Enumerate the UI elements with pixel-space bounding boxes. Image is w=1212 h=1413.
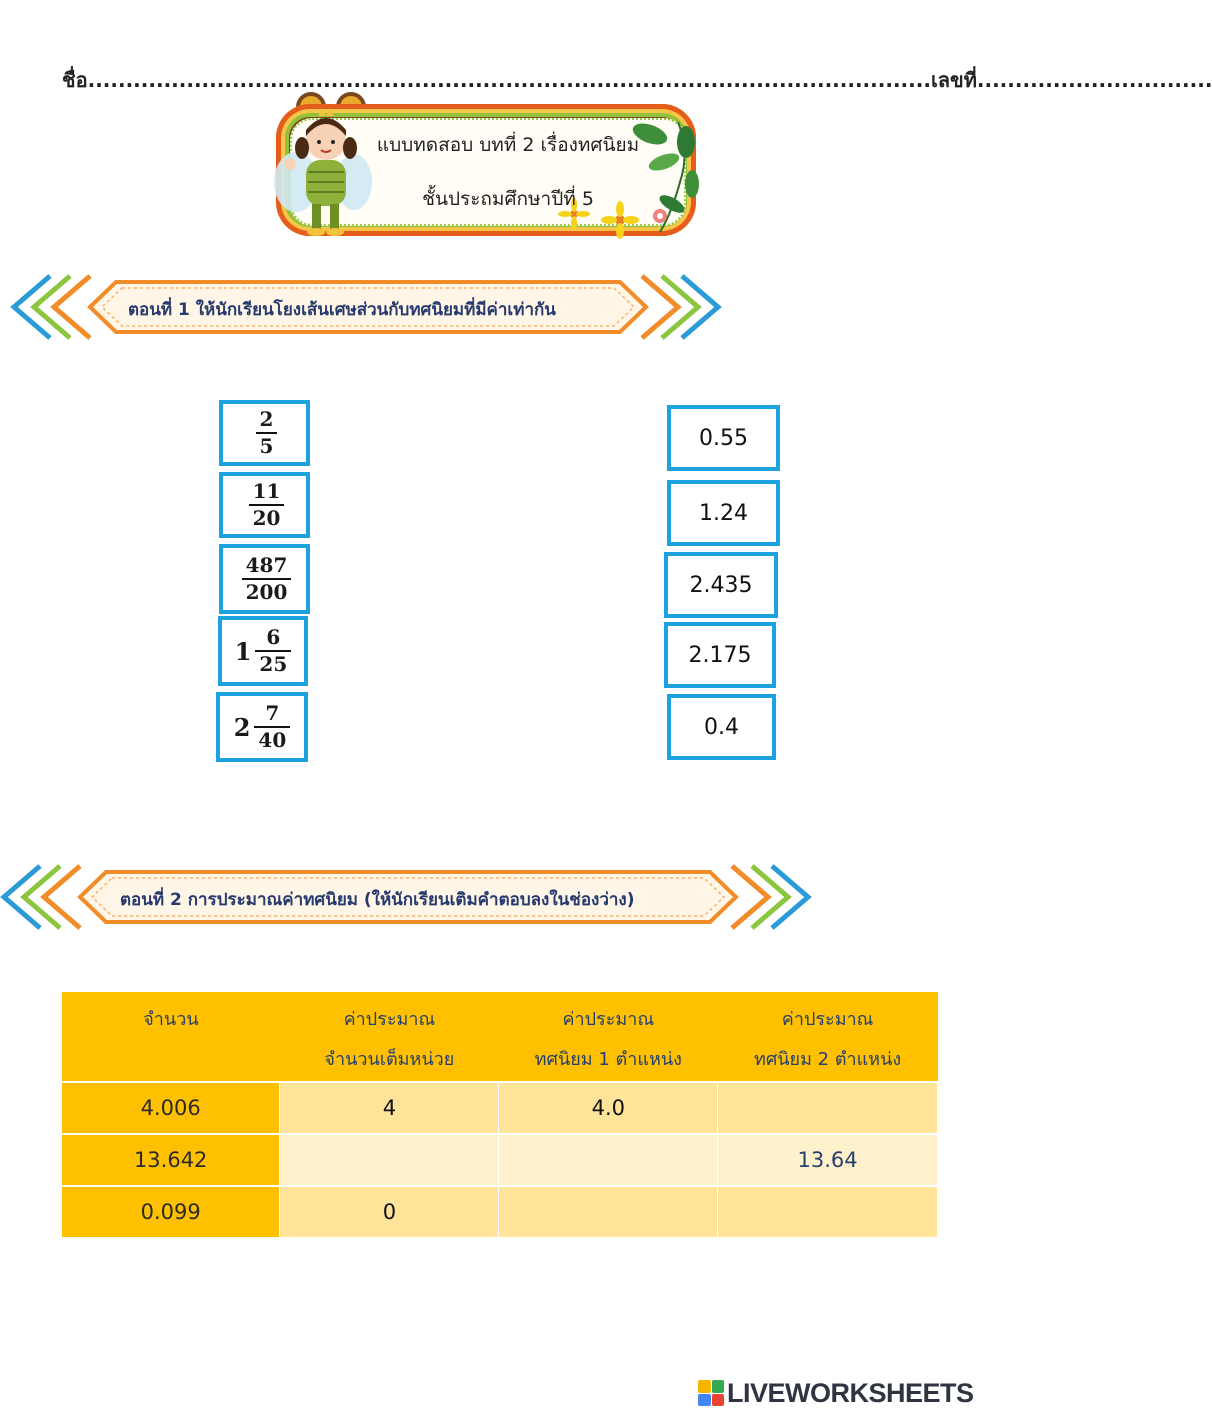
grade-level: ชั้นประถมศึกษาปีที่ 5 [422,188,594,210]
decimal-box[interactable]: 2.435 [664,552,778,618]
fraction [242,555,292,603]
fraction [256,409,278,457]
answer-cell[interactable] [280,1134,499,1186]
answer-cell[interactable] [499,1134,718,1186]
answer-cell[interactable] [499,1186,718,1237]
fraction-numerator: 6 [266,625,281,649]
answer-cell[interactable]: 4.0 [499,1082,718,1134]
fraction-numerator: 487 [245,553,288,577]
section2-banner [0,862,812,932]
header-round-1dp: ค่าประมาณ ทศนิยม 1 ตำแหน่ง [499,992,718,1082]
decimal-box[interactable]: 0.4 [667,694,776,760]
fraction [249,481,285,529]
fraction-box[interactable] [219,472,310,538]
number-label: เลขที่ [930,68,977,92]
fraction-numerator: 2 [259,407,274,431]
fraction-box[interactable] [219,400,310,466]
girl-illustration-icon [268,102,378,242]
name-blank[interactable]: ............................................................................................................... [87,68,931,92]
section2-instruction: ตอนที่ 2 การประมาณค่าทศนิยม (ให้นักเรียนเติมคำตอบลงในช่องว่าง) [120,890,635,910]
section1-banner [10,272,722,342]
fraction-denominator: 20 [252,506,281,530]
answer-cell[interactable]: 13.64 [718,1134,938,1186]
section1-instruction: ตอนที่ 1 ให้นักเรียนโยงเส้นเศษส่วนกับทศนิยมที่มีค่าเท่ากัน [128,300,556,320]
fraction-denominator: 25 [259,652,288,676]
header-number: จำนวน [62,992,280,1082]
header-round-whole: ค่าประมาณ จำนวนเต็มหน่วย [280,992,499,1082]
fraction-box[interactable] [219,544,310,614]
table-row [62,1186,938,1237]
decimal-box[interactable]: 2.175 [664,622,776,688]
logo-text: LIVEWORKSHEETS [727,1377,974,1408]
decimal-box[interactable]: 1.24 [667,480,780,546]
answer-cell[interactable] [718,1186,938,1237]
number-cell: 4.006 [62,1082,280,1134]
fraction-denominator: 40 [258,728,287,752]
table-header-row [62,992,938,1082]
liveworksheets-mark-icon [698,1380,724,1406]
fraction [254,703,290,751]
fraction-numerator: 7 [265,701,280,725]
number-cell: 0.099 [62,1186,280,1237]
rounding-table [62,992,938,1237]
worksheet-title: แบบทดสอบ บทที่ 2 เรื่องทศนิยม [376,134,640,156]
fraction-whole: 1 [234,636,252,666]
number-cell: 13.642 [62,1134,280,1186]
header-round-2dp: ค่าประมาณ ทศนิยม 2 ตำแหน่ง [718,992,938,1082]
fraction-whole: 2 [233,712,251,742]
title-banner [268,92,700,244]
answer-cell[interactable] [718,1082,938,1134]
table-row [62,1082,938,1134]
fraction [255,627,291,675]
table-row [62,1134,938,1186]
answer-cell[interactable]: 4 [280,1082,499,1134]
decimal-box[interactable]: 0.55 [667,405,780,471]
fraction-box[interactable] [218,616,308,686]
fraction-denominator: 200 [245,580,288,604]
fraction-denominator: 5 [259,434,274,458]
answer-cell[interactable]: 0 [280,1186,499,1237]
name-label: ชื่อ [62,68,88,92]
fraction-numerator: 11 [252,479,281,503]
number-blank[interactable]: ............................... [976,68,1212,92]
fraction-box[interactable] [216,692,308,762]
liveworksheets-logo [698,1378,994,1408]
